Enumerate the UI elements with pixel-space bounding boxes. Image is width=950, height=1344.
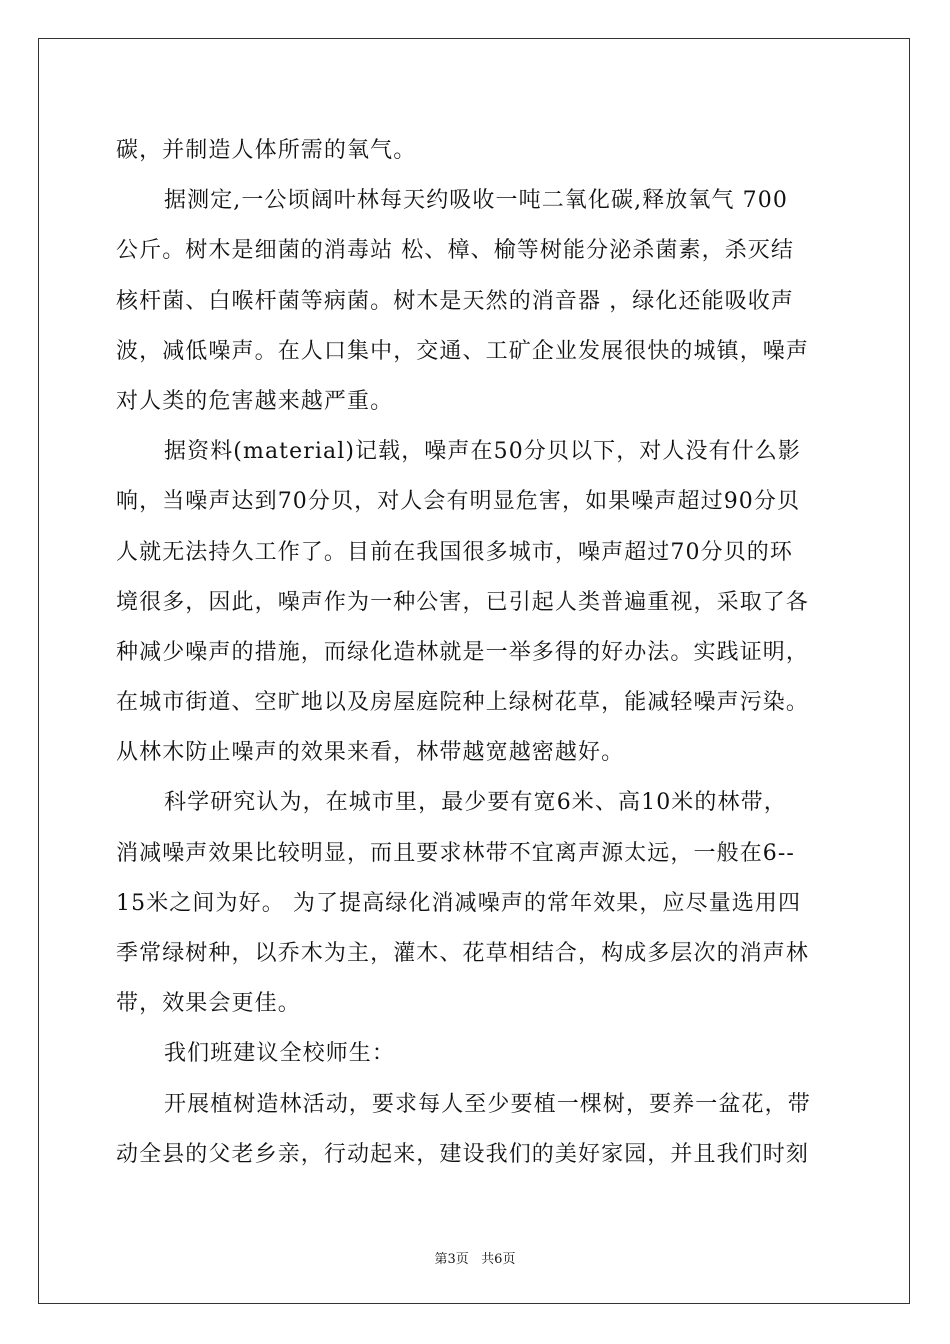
text-line: 据测定,一公顷阔叶林每天约吸收一吨二氧化碳,释放氧气 700 [164,188,788,214]
text-line: 种减少噪声的措施，而绿化造林就是一举多得的好办法。实践证明， [116,639,810,665]
text-line: 从林木防止噪声的效果来看，林带越宽越密越好。 [116,740,625,766]
text-line: 响，当噪声达到70分贝，对人会有明显危害，如果噪声超过90分贝 [116,489,801,515]
text-line: 消减噪声效果比较明显，而且要求林带不宜离声源太远，一般在6-- [116,840,795,866]
text-line: 据资料(material)记载，噪声在50分贝以下，对人没有什么影 [164,439,802,465]
text-line: 境很多，因此，噪声作为一种公害，已引起人类普遍重视，采取了各 [116,589,810,615]
text-line: 我们班建议全校师生： [164,1041,396,1067]
text-line: 核杆菌、白喉杆菌等病菌。树木是天然的消音器 ，绿化还能吸收声 [116,288,794,314]
page-number-footer: 第3页 共6页 [434,1252,516,1267]
text-line: 对人类的危害越来越严重。 [116,388,394,414]
text-line: 科学研究认为，在城市里，最少要有宽6米、高10米的林带， [164,790,787,816]
text-line: 15米之间为好。 为了提高绿化消减噪声的常年效果，应尽量选用四 [116,890,802,916]
text-line: 开展植树造林活动，要求每人至少要植一棵树，要养一盆花，带 [164,1091,811,1117]
text-line: 在城市街道、空旷地以及房屋庭院种上绿树花草，能减轻噪声污染。 [116,690,810,716]
text-line: 动全县的父老乡亲，行动起来，建设我们的美好家园，并且我们时刻 [116,1141,810,1167]
text-line: 人就无法持久工作了。目前在我国很多城市，噪声超过70分贝的环 [116,539,793,565]
text-line: 波，减低噪声。在人口集中，交通、工矿企业发展很快的城镇，噪声 [116,338,810,364]
text-line: 季常绿树种，以乔木为主，灌木、花草相结合，构成多层次的消声林 [116,941,810,966]
document-body [116,126,836,1180]
text-line: 碳，并制造人体所需的氧气。 [116,138,417,163]
text-line: 公斤。树木是细菌的消毒站 松、樟、榆等树能分泌杀菌素，杀灭结 [116,238,794,264]
text-line: 带，效果会更佳。 [116,991,301,1017]
